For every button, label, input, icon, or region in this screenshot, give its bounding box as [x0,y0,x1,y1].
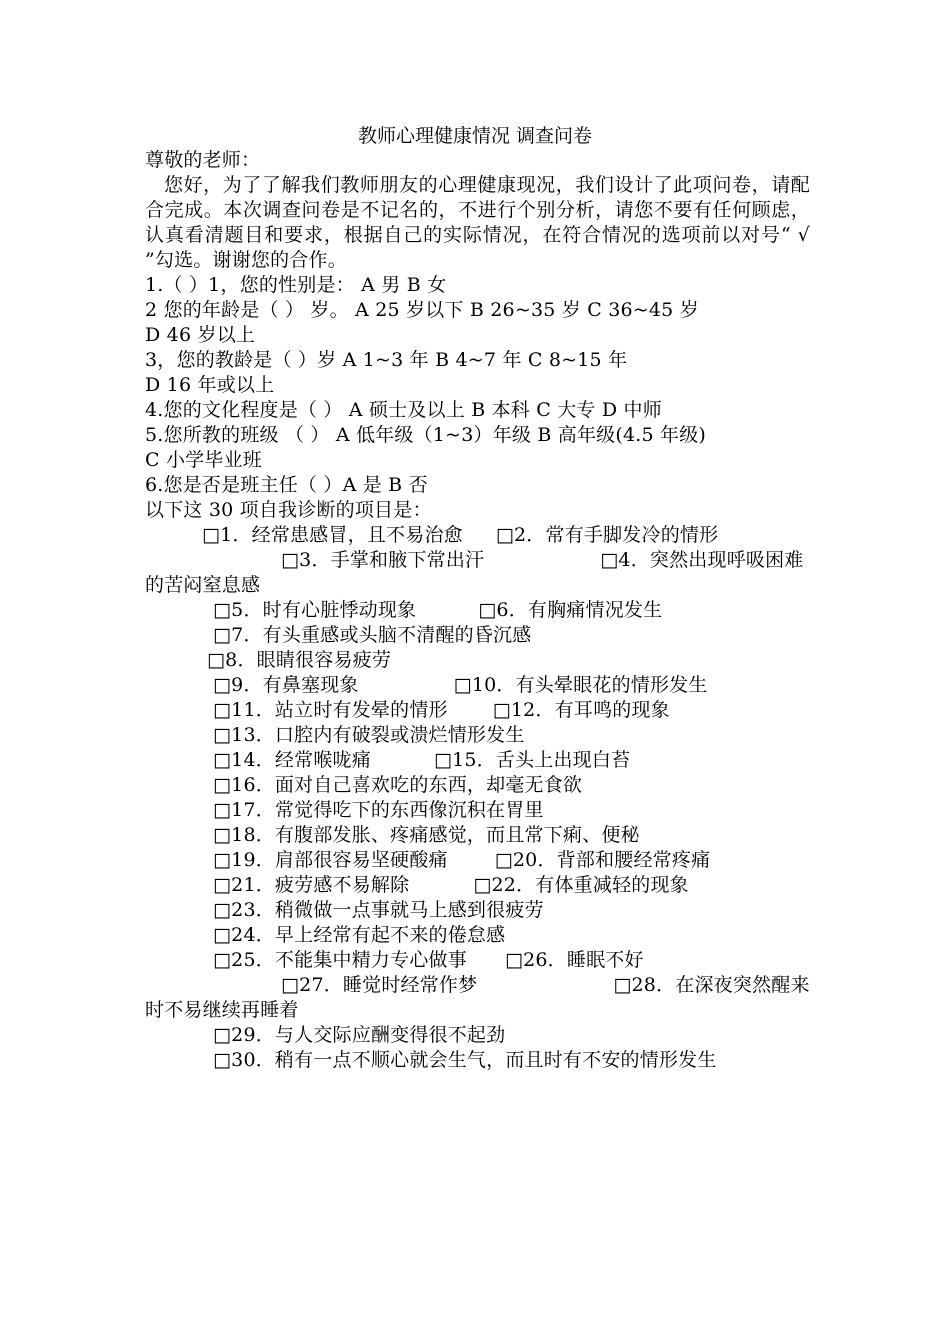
diagnosis-row [145,548,810,598]
checkbox[interactable]: □ [213,924,232,946]
diagnosis-row [145,773,810,798]
checkbox[interactable]: □ [281,549,300,571]
checkbox[interactable]: □ [213,624,232,646]
checkbox[interactable]: □ [473,874,492,896]
checkbox[interactable]: □ [213,749,232,771]
diagnosis-row [145,898,810,923]
checkbox[interactable]: □ [213,1024,232,1046]
diagnosis-row [145,1048,810,1073]
diagnosis-row [145,598,810,623]
diagnosis-item-3: □3．手掌和腋下常出汗 [213,549,484,571]
page-title: 教师心理健康情况 调查问卷 [357,125,593,147]
diagnosis-item-14: □14．经常喉咙痛 [213,749,371,771]
question-1: 1.（ ）1，您的性别是： A 男 B 女 [145,274,447,296]
checkbox[interactable]: □ [213,824,232,846]
question-5-line-2: C 小学毕业班 [145,449,262,471]
question-5-line-1: 5.您所教的班级 （ ） A 低年级（1~3）年级 B 高年级(4.5 年级) [145,424,707,446]
diagnosis-row [145,748,810,773]
diagnosis-row [145,923,810,948]
checkbox[interactable]: □ [213,1049,232,1071]
diagnosis-item-5: □5．时有心脏悸动现象 [213,599,417,621]
diagnosis-item-7: □7．有头重感或头脑不清醒的昏沉感 [213,624,532,646]
checkbox[interactable]: □ [453,674,472,696]
diagnosis-row [145,948,810,973]
diagnosis-item-2: □2．常有手脚发冷的情形 [495,524,719,546]
checkbox[interactable]: □ [495,524,515,546]
diagnosis-item-15: □15．舌头上出现白苔 [433,749,631,771]
diagnosis-item-11: □11．站立时有发晕的情形 [213,699,448,721]
checkbox[interactable]: □ [478,599,497,621]
diagnosis-item-26: □26．睡眠不好 [504,949,644,971]
question-3-line-2: D 16 年或以上 [145,374,275,396]
checkbox[interactable]: □ [433,749,453,771]
diagnosis-row [145,848,810,873]
diagnosis-row [145,723,810,748]
checkbox[interactable]: □ [213,774,232,796]
checkbox[interactable]: □ [213,724,232,746]
diagnosis-row [145,823,810,848]
checkbox[interactable]: □ [494,849,513,871]
checkbox[interactable]: □ [213,899,232,921]
diagnosis-intro: 以下这 30 项自我诊断的项目是： [145,499,432,521]
diagnosis-item-9: □9．有鼻塞现象 [213,674,359,696]
question-3-line-1: 3，您的教龄是（ ）岁 A 1~3 年 B 4~7 年 C 8~15 年 [145,349,628,371]
diagnosis-item-1: □1．经常患感冒，且不易治愈 [202,524,463,546]
diagnosis-item-23: □23．稍微做一点事就马上感到很疲劳 [213,899,544,921]
diagnosis-row [145,973,810,1023]
diagnosis-item-8: □8．眼睛很容易疲劳 [207,649,392,671]
diagnosis-row [145,523,810,548]
diagnosis-item-17: □17．常觉得吃下的东西像沉积在胃里 [213,799,544,821]
questionnaire-body [145,148,810,1073]
salutation: 尊敬的老师： [145,149,261,171]
checkbox[interactable]: □ [492,699,511,721]
diagnosis-item-18: □18．有腹部发胀、疼痛感觉，而且常下痢、便秘 [213,824,640,846]
diagnosis-item-24: □24．早上经常有起不来的倦怠感 [213,924,506,946]
diagnosis-row [145,798,810,823]
diagnosis-item-29: □29．与人交际应酬变得很不起劲 [213,1024,506,1046]
question-6: 6.您是否是班主任（ ）A 是 B 否 [145,474,428,496]
diagnosis-row [145,623,810,648]
diagnosis-item-25: □25．不能集中精力专心做事 [213,949,467,971]
checkbox[interactable]: □ [213,599,232,621]
checkbox[interactable]: □ [213,849,232,871]
diagnosis-item-10: □10．有头晕眼花的情形发生 [453,674,708,696]
diagnosis-item-12: □12．有耳鸣的现象 [492,699,670,721]
checkbox[interactable]: □ [213,949,232,971]
checkbox[interactable]: □ [281,974,300,996]
question-2-line-2: D 46 岁以上 [145,324,256,346]
diagnosis-item-13: □13．口腔内有破裂或溃烂情形发生 [213,724,525,746]
checkbox[interactable]: □ [504,949,524,971]
diagnosis-row [145,673,810,698]
diagnosis-row [145,873,810,898]
checkbox[interactable]: □ [207,649,226,671]
diagnosis-item-28: □28．在深夜突然醒来时不易继续再睡着 [145,974,810,1021]
diagnosis-item-4: □4．突然出现呼吸困难的苦闷窒息感 [145,549,804,596]
question-4: 4.您的文化程度是（ ） A 硕士及以上 B 本科 C 大专 D 中师 [145,399,662,421]
diagnosis-item-16: □16．面对自己喜欢吃的东西，却毫无食欲 [213,774,583,796]
checkbox[interactable]: □ [600,549,619,571]
diagnosis-item-30: □30．稍有一点不顺心就会生气，而且时有不安的情形发生 [213,1049,717,1071]
diagnosis-item-22: □22．有体重减轻的现象 [473,874,689,896]
intro-paragraph: 您好，为了了解我们教师朋友的心理健康现况，我们设计了此项问卷，请配合完成。本次调查问卷是不记名的，不进行个别分析，请您不要有任何顾虑，认真看清题目和要求，根据自己的实际情况，在符合情况的选项前以对号“ √ ”勾选。谢谢您的合作。 [145,174,810,271]
diagnosis-item-20: □20．背部和腰经常疼痛 [494,849,711,871]
checkbox[interactable]: □ [202,524,221,546]
checkbox[interactable]: □ [213,674,232,696]
question-2-line-1: 2 您的年龄是（ ） 岁。 A 25 岁以下 B 26~35 岁 C 36~45 岁 [145,299,699,321]
diagnosis-row [145,648,810,673]
checkbox[interactable]: □ [213,699,232,721]
diagnosis-row [145,698,810,723]
checkbox[interactable]: □ [613,974,632,996]
checkbox[interactable]: □ [213,799,232,821]
diagnosis-item-21: □21．疲劳感不易解除 [213,874,410,896]
diagnosis-item-27: □27．睡觉时经常作梦 [213,974,477,996]
diagnosis-item-19: □19．肩部很容易坚硬酸痛 [213,849,448,871]
diagnosis-row [145,1023,810,1048]
diagnosis-item-6: □6．有胸痛情况发生 [478,599,663,621]
checkbox[interactable]: □ [213,874,232,896]
